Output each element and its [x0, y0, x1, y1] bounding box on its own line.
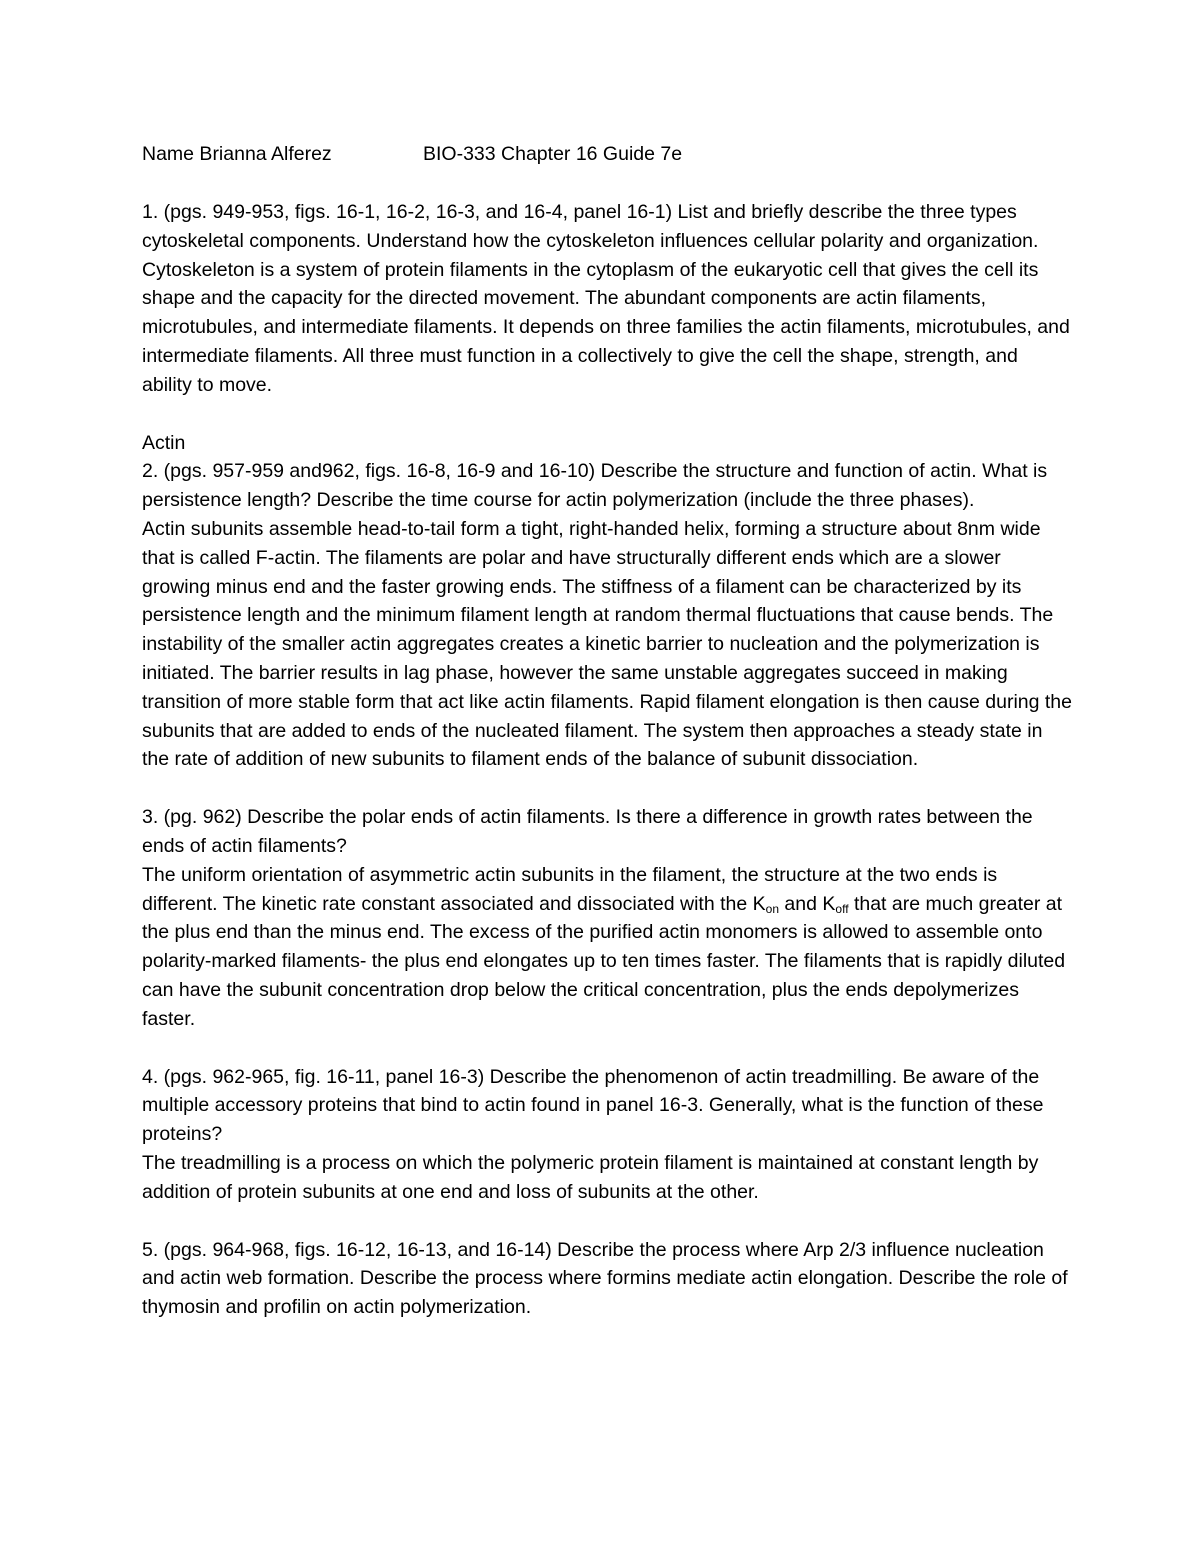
- spacer: [142, 400, 1072, 429]
- answer-3: [142, 861, 1072, 1034]
- spacer: [142, 1034, 1072, 1063]
- section-heading-actin: Actin: [142, 431, 186, 454]
- answer-3-part-1: The uniform orientation of asymmetric actin subunits in the filament, the structure at the two ends is different. The kinetic rate constant associated and dissociated with the K: [142, 863, 998, 915]
- document-page: [142, 140, 1072, 1322]
- question-2: 2. (pgs. 957-959 and962, figs. 16-8, 16-9 and 16-10) Describe the structure and function of actin. What is persistence length? Describe the time course for actin polymerization (include the three phases).: [142, 460, 1048, 512]
- student-name: Name Brianna Alferez: [142, 143, 332, 165]
- k-on-subscript: on: [765, 901, 780, 916]
- spacer: [142, 169, 1072, 198]
- document-header: [142, 140, 1072, 169]
- course-title: BIO-333 Chapter 16 Guide 7e: [423, 143, 683, 165]
- k-off-subscript: off: [835, 901, 849, 916]
- answer-3-and: and K: [779, 892, 836, 915]
- spacer: [142, 1207, 1072, 1236]
- answer-4: The treadmilling is a process on which the polymeric protein filament is maintained at constant length by addition of protein subunits at one end and loss of subunits at the other.: [142, 1151, 1039, 1203]
- question-3: 3. (pg. 962) Describe the polar ends of actin filaments. Is there a difference in growth rates between the ends of actin filaments?: [142, 806, 1033, 857]
- question-1: 1. (pgs. 949-953, figs. 16-1, 16-2, 16-3, and 16-4, panel 16-1) List and briefly describe the three types cytoskeletal components. Understand how the cytoskeleton influences cellular polarity and organization.: [142, 201, 1039, 252]
- answer-3-part-2: that are much greater at the plus end than the minus end. The excess of the purified actin monomers is allowed to assemble onto polarity-marked filaments- the plus end elongates up to ten times faster. The filaments that is rapidly diluted can have the subunit concentration drop below the critical concentration, plus the ends depolymerizes faster.: [142, 892, 1066, 1030]
- spacer: [142, 774, 1072, 803]
- answer-2: Actin subunits assemble head-to-tail form a tight, right-handed helix, forming a structure about 8nm wide that is called F-actin. The filaments are polar and have structurally different ends which are a slower growing minus end and the faster growing ends. The stiffness of a filament can be characterized by its persistence length and the minimum filament length at random thermal fluctuations that cause bends. The instability of the smaller actin aggregates creates a kinetic barrier to nucleation and the polymerization is initiated. The barrier results in lag phase, however the same unstable aggregates succeed in making transition of more stable form that act like actin filaments. Rapid filament elongation is then cause during the subunits that are added to ends of the nucleated filament. The system then approaches a steady state in the rate of addition of new subunits to filament ends of the balance of subunit dissociation.: [142, 517, 1072, 771]
- question-4: 4. (pgs. 962-965, fig. 16-11, panel 16-3) Describe the phenomenon of actin treadmilling. Be aware of the multiple accessory proteins that bind to actin found in panel 16-3. Generally, what is the function of these proteins?: [142, 1065, 1044, 1146]
- question-5: 5. (pgs. 964-968, figs. 16-12, 16-13, and 16-14) Describe the process where Arp 2/3 influence nucleation and actin web formation. Describe the process where formins mediate actin elongation. Describe the role of thymosin and profilin on actin polymerization.: [142, 1238, 1068, 1319]
- answer-1: Cytoskeleton is a system of protein filaments in the cytoplasm of the eukaryotic cell that gives the cell its shape and the capacity for the directed movement. The abundant components are actin filaments, microtubules, and intermediate filaments. It depends on three families the actin filaments, microtubules, and intermediate filaments. All three must function in a collectively to give the cell the shape, strength, and ability to move.: [142, 258, 1070, 396]
